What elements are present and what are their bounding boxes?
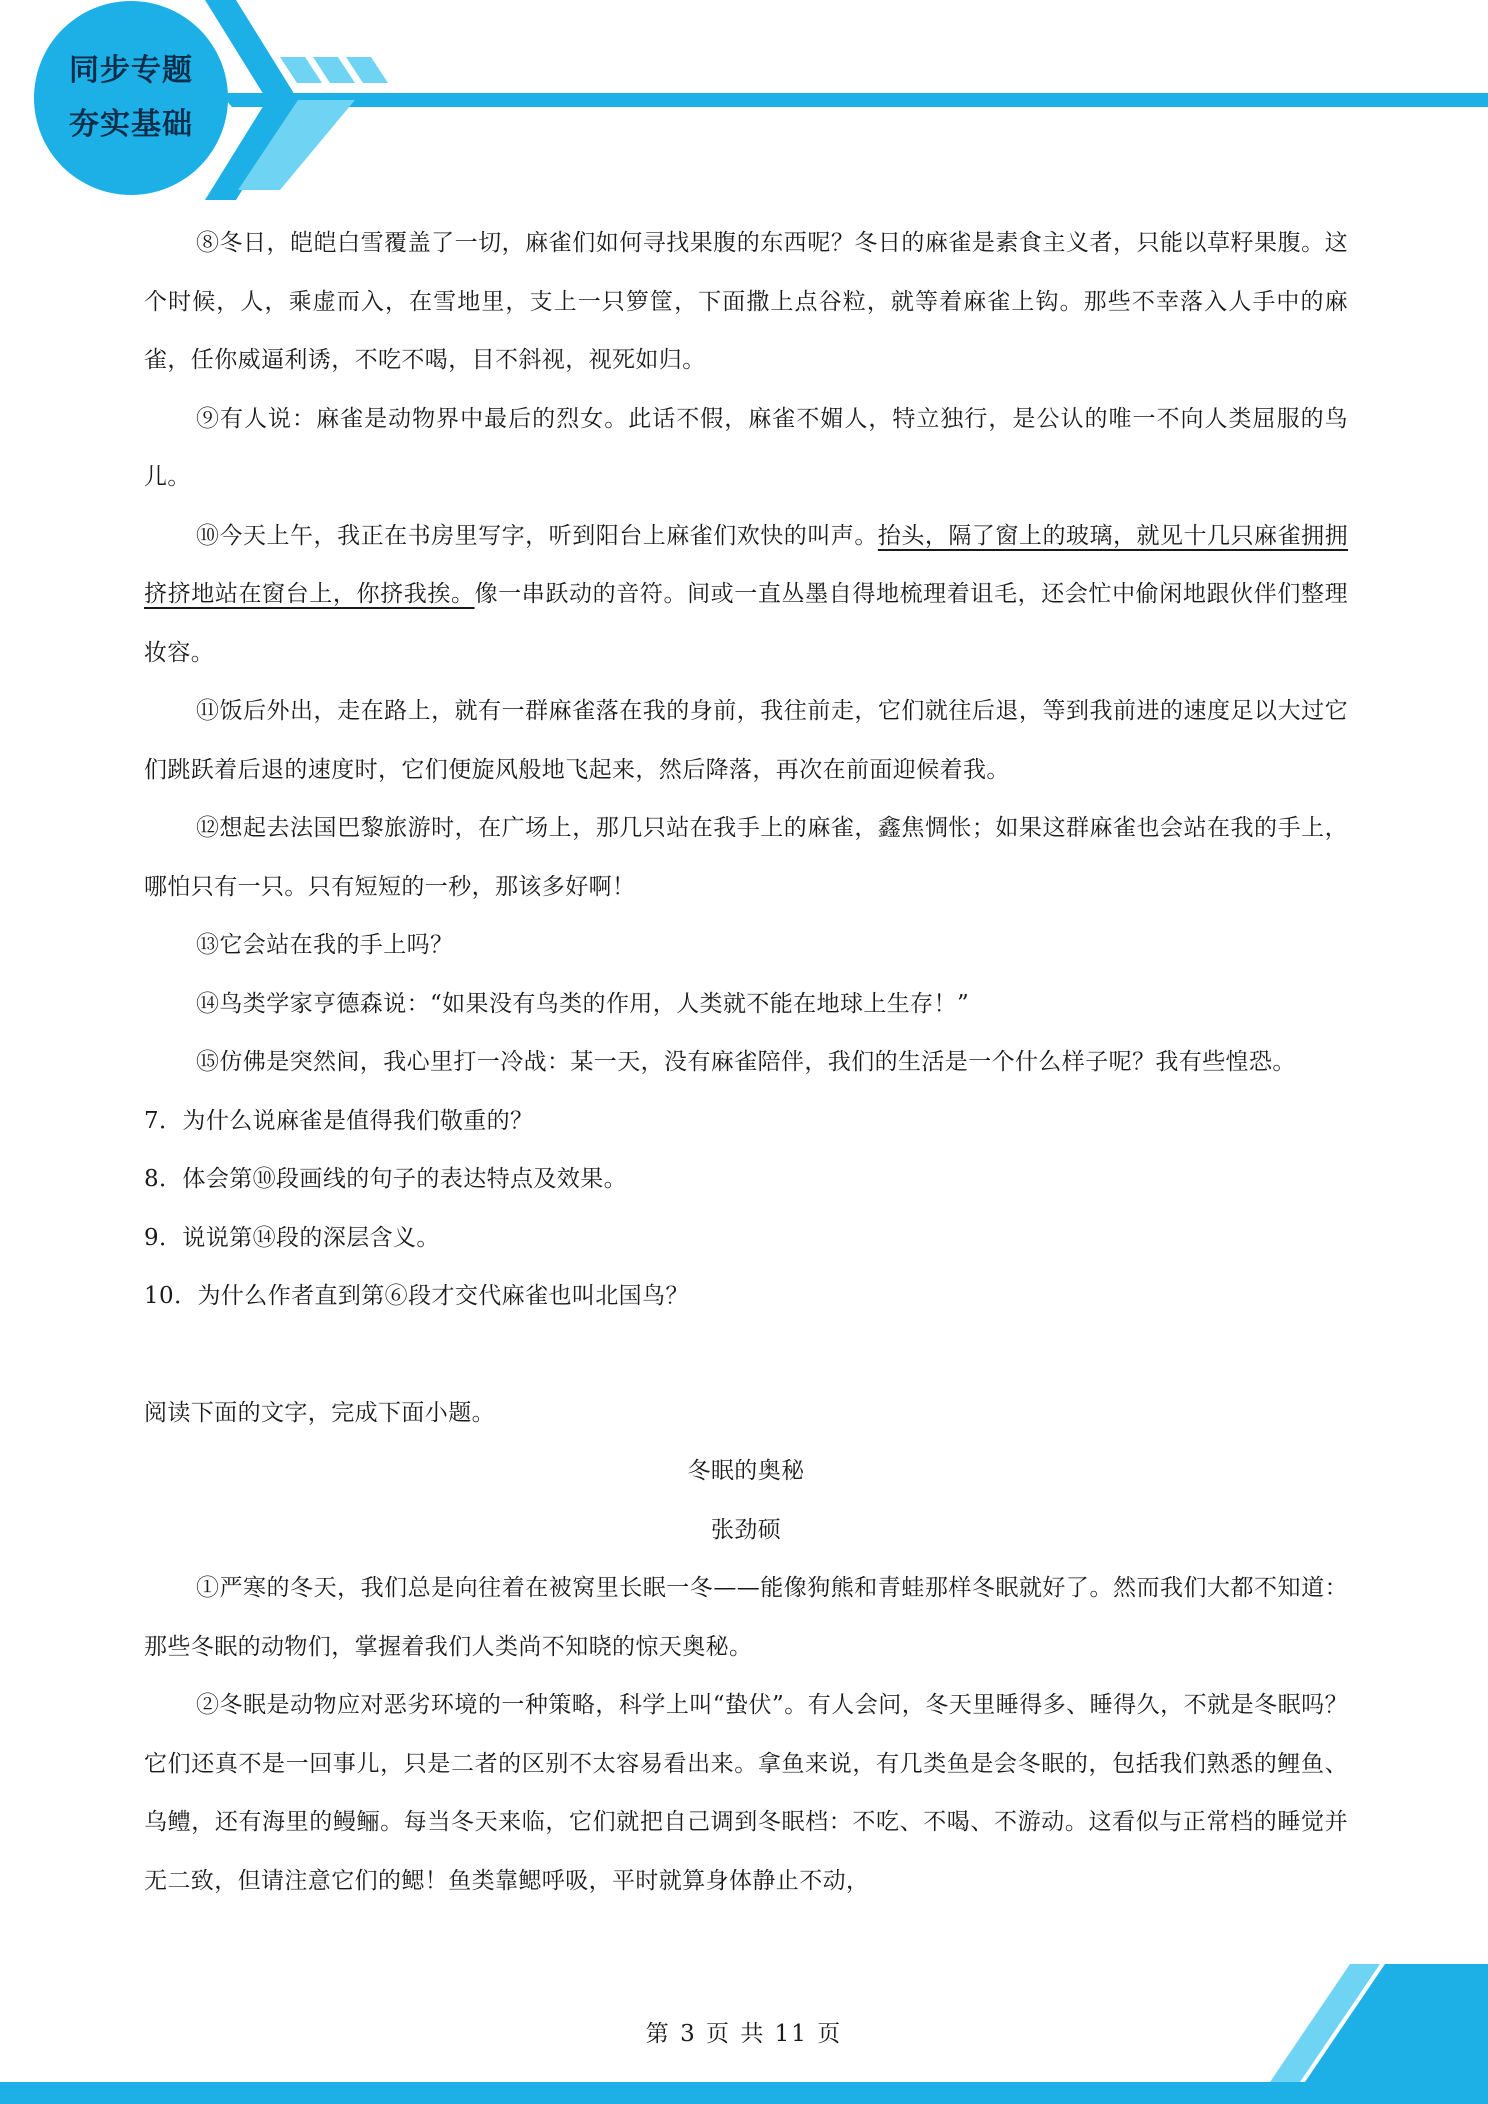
paragraph-11: ⑪饭后外出，走在路上，就有一群麻雀落在我的身前，我往前走，它们就往后退，等到我前进的速度足以大过它们跳跃着后退的速度时，它们便旋风般地飞起来，然后降落，再次在前面迎候着我。 xyxy=(144,698,1348,783)
paragraph-8: ⑧冬日，皑皑白雪覆盖了一切，麻雀们如何寻找果腹的东西呢？冬日的麻雀是素食主义者，只能以草籽果腹。这个时候，人，乘虚而入，在雪地里，支上一只箩筐，下面撒上点谷粒，就等着麻雀上钩。那些不幸落入人手中的麻雀，任你威逼利诱，不吃不喝，目不斜视，视死如归。 xyxy=(144,230,1348,373)
header-stripe-bar xyxy=(220,93,1488,107)
header-badge xyxy=(36,3,226,193)
footer-bottom-bar xyxy=(0,2082,1488,2104)
passage2-paragraph-2: ②冬眠是动物应对恶劣环境的一种策略，科学上叫“蛰伏”。有人会问，冬天里睡得多、睡得久，不就是冬眠吗？它们还真不是一回事儿，只是二者的区别不太容易看出来。拿鱼来说，有几类鱼是会冬眠的，包括我们熟悉的鲤鱼、乌鳢，还有海里的鳗鲡。每当冬天来临，它们就把自己调到冬眠档：不吃、不喝、不游动。这看似与正常档的睡觉并无二致，但请注意它们的鳃！鱼类靠鳃呼吸，平时就算身体静止不动， xyxy=(144,1692,1348,1894)
paragraph-10-start: ⑩今天上午，我正在书房里写字，听到阳台上麻雀们欢快的叫声。 xyxy=(196,522,878,549)
reading-instruction: 阅读下面的文字，完成下面小题。 xyxy=(144,1399,495,1426)
page-number: 第 3 页 共 11 页 xyxy=(645,2021,843,2047)
document-body xyxy=(144,214,1348,1910)
paragraph-15: ⑮仿佛是突然间，我心里打一冷战：某一天，没有麻雀陪伴，我们的生活是一个什么样子呢？我有些惶恐。 xyxy=(196,1049,1296,1075)
passage-author: 张劲硕 xyxy=(710,1516,782,1543)
paragraph-13: ⑬它会站在我的手上吗？ xyxy=(196,932,454,958)
paragraph-12: ⑫想起去法国巴黎旅游时，在广场上，那几只站在我手上的麻雀，鑫焦惆怅；如果这群麻雀也会站在我的手上，哪怕只有一只。只有短短的一秒，那该多好啊！ xyxy=(144,815,1348,900)
passage-title: 冬眠的奥秘 xyxy=(687,1458,805,1484)
section-gap xyxy=(144,1326,1348,1384)
footer-banner xyxy=(0,1964,1488,2104)
paragraph-10-end: 像一串跃动的音符。间或一直丛墨自得地梳理着诅毛，还会忙中偷闲地跟伙伴们整理妆容。 xyxy=(144,581,1348,666)
paragraph-14: ⑭鸟类学家亨德森说：“如果没有鸟类的作用，人类就不能在地球上生存！” xyxy=(196,990,970,1017)
badge-line-1: 同步专题 xyxy=(69,53,193,88)
question-9: 9．说说第⑭段的深层含义。 xyxy=(144,1224,440,1251)
question-8: 8．体会第⑩段画线的句子的表达特点及效果。 xyxy=(144,1166,628,1192)
passage2-paragraph-1: ①严寒的冬天，我们总是向往着在被窝里长眠一冬——能像狗熊和青蛙那样冬眠就好了。然而我们大都不知道：那些冬眠的动物们，掌握着我们人类尚不知晓的惊天奥秘。 xyxy=(144,1575,1348,1660)
underlined-sentence: 抬头，隔了窗上的玻璃，就见十几只麻雀拥拥挤挤地站在窗台上，你挤我挨。 xyxy=(144,522,1348,607)
paragraph-10 xyxy=(144,507,1348,683)
badge-line-2: 夯实基础 xyxy=(69,107,193,142)
question-7: 7．为什么说麻雀是值得我们敬重的？ xyxy=(144,1107,534,1134)
paragraph-9: ⑨有人说：麻雀是动物界中最后的烈女。此话不假，麻雀不媚人，特立独行，是公认的唯一不向人类屈服的鸟儿。 xyxy=(144,405,1348,490)
question-10: 10．为什么作者直到第⑥段才交代麻雀也叫北国鸟？ xyxy=(144,1283,689,1309)
